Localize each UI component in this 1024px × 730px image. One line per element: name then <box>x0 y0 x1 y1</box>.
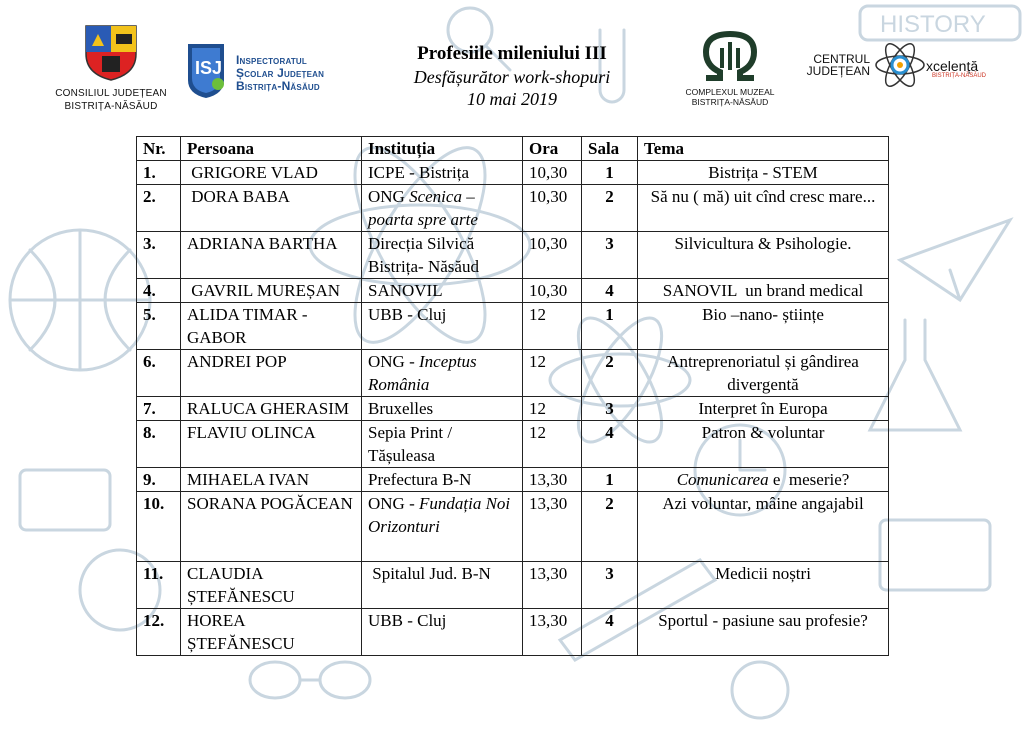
table-row <box>137 562 889 609</box>
cell-ora: 10,30 <box>523 185 582 232</box>
cell-ora: 10,30 <box>523 279 582 303</box>
cell-tema <box>638 562 889 609</box>
cell-institutia <box>362 185 523 232</box>
table-row <box>137 185 889 232</box>
page-title: Profesiile mileniului III <box>417 43 607 64</box>
cell-tema-text: Sportul - pasiune sau profesie? <box>658 611 868 630</box>
table-row <box>137 492 889 562</box>
centrul-excelenta-logo <box>802 40 992 90</box>
cell-institutia <box>362 421 523 468</box>
cell-sala: 2 <box>582 492 638 562</box>
cell-institutia-italic: Fundația Noi Orizonturi <box>368 494 511 536</box>
cell-tema-text: Antreprenoriatul și gândirea divergentă <box>667 352 859 394</box>
table-header-row <box>137 137 889 161</box>
cell-persoana: MIHAELA IVAN <box>181 468 362 492</box>
consiliul-line2: BISTRIȚA-NĂSĂUD <box>64 101 158 112</box>
table-row <box>137 303 889 350</box>
cell-ora: 13,30 <box>523 562 582 609</box>
excelenta-label <box>806 53 870 77</box>
cell-sala: 2 <box>582 185 638 232</box>
cell-nr: 11. <box>137 562 181 609</box>
consiliul-judetean-logo <box>55 24 167 113</box>
cell-institutia <box>362 279 523 303</box>
cell-persoana: GAVRIL MUREȘAN <box>181 279 362 303</box>
cell-tema <box>638 492 889 562</box>
cell-tema <box>638 350 889 397</box>
cell-ora: 12 <box>523 303 582 350</box>
cell-nr: 6. <box>137 350 181 397</box>
cell-sala: 4 <box>582 279 638 303</box>
cell-institutia <box>362 232 523 279</box>
book-icon <box>20 470 110 530</box>
isj-emblem-icon <box>184 40 232 100</box>
history-sign-text: HISTORY <box>880 11 986 38</box>
cell-institutia-italic: Scenica – poarta spre arte <box>368 187 478 229</box>
cell-sala: 3 <box>582 232 638 279</box>
cell-tema-text: Interpret în Europa <box>698 399 828 418</box>
cell-nr: 5. <box>137 303 181 350</box>
cell-tema-text: Silvicultura & Psihologie. <box>674 234 852 253</box>
cell-sala: 3 <box>582 562 638 609</box>
cell-tema <box>638 303 889 350</box>
isj-line1: Inspectoratul <box>236 53 307 67</box>
cell-institutia <box>362 609 523 656</box>
table-row <box>137 468 889 492</box>
cell-institutia <box>362 350 523 397</box>
cell-institutia-text: Prefectura B-N <box>368 470 472 489</box>
cell-institutia-italic: Inceptus România <box>368 352 477 394</box>
cell-tema <box>638 232 889 279</box>
paper-plane-icon <box>900 220 1010 300</box>
cell-persoana: HOREA ȘTEFĂNESCU <box>181 609 362 656</box>
isj-logo <box>184 40 364 100</box>
cell-tema-text: Bio –nano- științe <box>702 305 824 324</box>
cell-nr: 3. <box>137 232 181 279</box>
cell-tema-text: SANOVIL un brand medical <box>662 281 864 300</box>
cell-institutia <box>362 161 523 185</box>
cell-sala: 4 <box>582 609 638 656</box>
cell-institutia-text: Spitalul Jud. B-N <box>368 564 491 583</box>
cell-institutia-text: ONG <box>368 187 410 206</box>
cell-institutia <box>362 492 523 562</box>
cell-tema-text: e meserie? <box>768 470 850 489</box>
table-row <box>137 609 889 656</box>
consiliul-line1: CONSILIUL JUDEȚEAN <box>55 88 167 99</box>
cell-sala: 4 <box>582 421 638 468</box>
cell-institutia-text: UBB - Cluj <box>368 611 447 630</box>
glasses-icon <box>250 662 370 698</box>
cell-tema-text: Patron & voluntar <box>701 423 825 442</box>
complexul-muzeal-logo <box>680 30 780 107</box>
cell-nr: 2. <box>137 185 181 232</box>
excelenta-line1: CENTRUL <box>813 52 870 66</box>
cell-tema-italic: Comunicarea <box>676 470 769 489</box>
cell-persoana: FLAVIU OLINCA <box>181 421 362 468</box>
cell-persoana: RALUCA GHERASIM <box>181 397 362 421</box>
table-row <box>137 161 889 185</box>
cell-sala: 1 <box>582 303 638 350</box>
cell-nr: 10. <box>137 492 181 562</box>
header-ora: Ora <box>523 137 582 161</box>
svg-text:ISJ: ISJ <box>195 58 223 78</box>
cell-institutia <box>362 303 523 350</box>
table-row <box>137 279 889 303</box>
excelenta-name: xcelență <box>926 58 979 74</box>
excelenta-line2: JUDEȚEAN <box>806 64 870 78</box>
table-row <box>137 350 889 397</box>
cell-nr: 4. <box>137 279 181 303</box>
cell-institutia <box>362 562 523 609</box>
cell-ora: 13,30 <box>523 468 582 492</box>
cell-sala: 1 <box>582 161 638 185</box>
cell-ora: 13,30 <box>523 609 582 656</box>
cell-sala: 1 <box>582 468 638 492</box>
cell-institutia-text: ICPE - Bistrița <box>368 163 470 182</box>
isj-line2: Școlar Județean <box>236 66 325 80</box>
table-row <box>137 421 889 468</box>
cell-sala: 3 <box>582 397 638 421</box>
cell-tema-text: Bistrița - STEM <box>708 163 818 182</box>
cell-persoana: ADRIANA BARTHA <box>181 232 362 279</box>
cell-tema-text: Azi voluntar, mâine angajabil <box>662 494 864 513</box>
cell-institutia-text: Bruxelles <box>368 399 434 418</box>
cell-nr: 9. <box>137 468 181 492</box>
cell-ora: 12 <box>523 397 582 421</box>
cell-persoana: ALIDA TIMAR - GABOR <box>181 303 362 350</box>
excelenta-atom-icon <box>872 40 928 90</box>
header-nr: Nr. <box>137 137 181 161</box>
muzeal-line2: BISTRIȚA-NĂSĂUD <box>691 97 769 107</box>
cell-ora: 12 <box>523 350 582 397</box>
cell-ora: 13,30 <box>523 492 582 562</box>
cell-tema <box>638 609 889 656</box>
cell-persoana: ANDREI POP <box>181 350 362 397</box>
cell-nr: 8. <box>137 421 181 468</box>
cell-institutia-text: Sepia Print / Tășuleasa <box>368 423 453 465</box>
cell-ora: 10,30 <box>523 232 582 279</box>
page-subtitle: Desfășurător work-shopuri <box>413 67 611 87</box>
cell-institutia-text: Direcția Silvică Bistrița- Năsăud <box>368 234 479 276</box>
cell-persoana: CLAUDIA ȘTEFĂNESCU <box>181 562 362 609</box>
cell-persoana: SORANA POGĂCEAN <box>181 492 362 562</box>
cell-persoana: DORA BABA <box>181 185 362 232</box>
gear-icon <box>732 662 788 718</box>
cell-nr: 1. <box>137 161 181 185</box>
cell-tema <box>638 397 889 421</box>
cell-ora: 12 <box>523 421 582 468</box>
header-tema: Tema <box>638 137 889 161</box>
laptop-icon <box>880 520 990 590</box>
schedule-table <box>136 136 889 656</box>
cell-tema-text: Medicii noștri <box>715 564 811 583</box>
muzeal-line1: COMPLEXUL MUZEAL <box>685 87 775 97</box>
coat-of-arms-icon <box>84 24 138 82</box>
cell-institutia-text: UBB - Cluj <box>368 305 447 324</box>
event-date: 10 mai 2019 <box>467 89 557 109</box>
cell-tema <box>638 161 889 185</box>
cell-tema <box>638 185 889 232</box>
cell-tema <box>638 421 889 468</box>
header-sala: Sala <box>582 137 638 161</box>
table-row <box>137 232 889 279</box>
isj-line3: Bistrița-Năsăud <box>236 79 320 93</box>
cell-tema <box>638 279 889 303</box>
cell-institutia <box>362 397 523 421</box>
excelenta-sub: BISTRIȚA-NĂSĂUD <box>932 73 987 79</box>
cell-persoana: GRIGORE VLAD <box>181 161 362 185</box>
cell-nr: 12. <box>137 609 181 656</box>
cell-tema <box>638 468 889 492</box>
page-header <box>362 42 662 110</box>
globe-lines <box>10 230 150 370</box>
cell-institutia-text: SANOVIL <box>368 281 443 300</box>
museum-omega-icon <box>698 30 762 82</box>
cell-institutia <box>362 468 523 492</box>
cell-nr: 7. <box>137 397 181 421</box>
cell-sala: 2 <box>582 350 638 397</box>
header-institutia: Instituția <box>362 137 523 161</box>
cell-institutia-text: ONG - <box>368 352 419 371</box>
cell-tema-text: Să nu ( mă) uit cînd cresc mare... <box>650 187 876 206</box>
isj-text <box>236 54 324 93</box>
header-persoana: Persoana <box>181 137 362 161</box>
table-row <box>137 397 889 421</box>
cell-institutia-text: ONG - <box>368 494 419 513</box>
cell-ora: 10,30 <box>523 161 582 185</box>
